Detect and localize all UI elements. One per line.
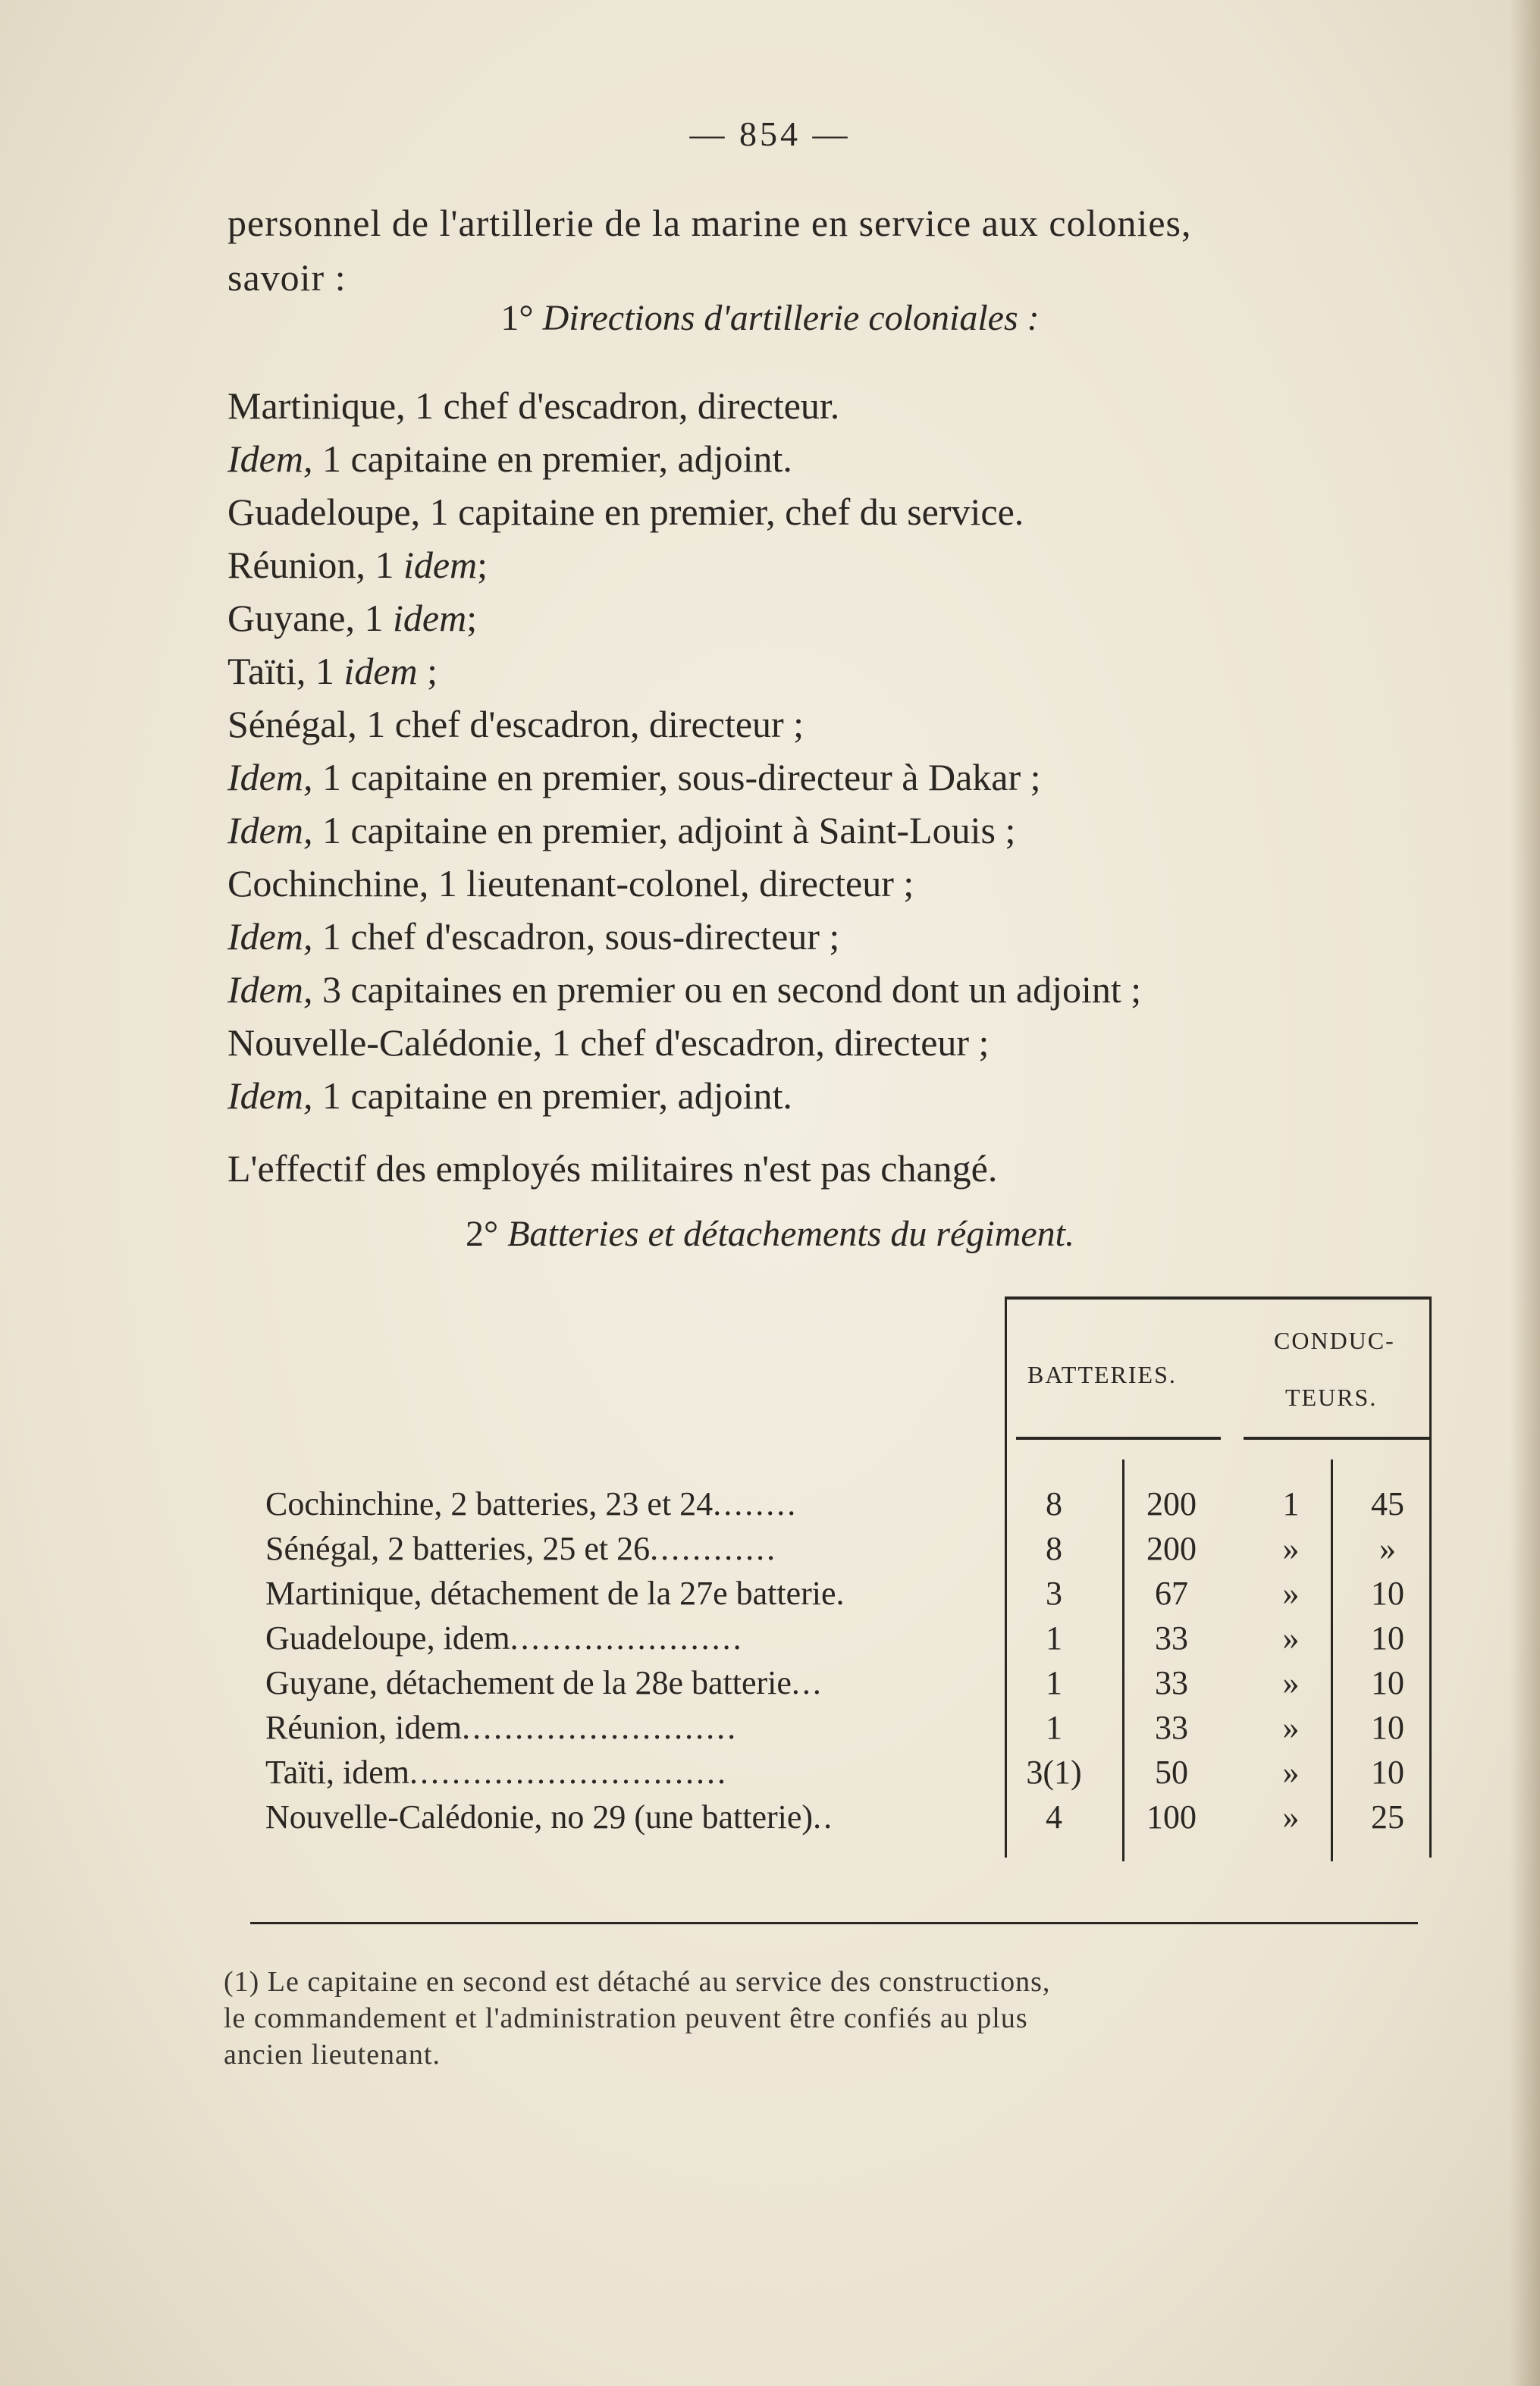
table-row: Taïti, idem.............................. 3(1) 50 » 10 [265, 1754, 1404, 1791]
table-row: Guyane, détachement de la 28e batterie... 1 33 » 10 [265, 1664, 1404, 1701]
table-row: Réunion, idem.......................... 1 33 » 10 [265, 1709, 1404, 1746]
list-item: Idem, 1 capitaine en premier, sous-directeur à Dakar ; [227, 756, 1041, 798]
table-row: Cochinchine, 2 batteries, 23 et 24........ 8 200 1 45 [265, 1485, 1404, 1522]
table-row: Martinique, détachement de la 27e batterie. 3 67 » 10 [265, 1575, 1404, 1612]
table-row: Nouvelle-Calédonie, no 29 (une batterie).. 4 100 » 25 [265, 1798, 1404, 1836]
intro-paragraph [227, 196, 1456, 305]
list-item: Idem, 1 capitaine en premier, adjoint. [227, 437, 792, 480]
list-item: Idem, 1 capitaine en premier, adjoint. [227, 1074, 792, 1117]
table-top-rule [1005, 1296, 1429, 1300]
header-conducteurs-1: CONDUC- [1274, 1327, 1395, 1354]
section-2-title: Batteries et détachements du régiment. [507, 1214, 1074, 1254]
section-2-heading [0, 1213, 1540, 1255]
table-row: Guadeloupe, idem...................... 1 33 » 10 [265, 1619, 1404, 1657]
list-item: Nouvelle-Calédonie, 1 chef d'escadron, directeur ; [227, 1021, 990, 1064]
section-2-number: 2° [466, 1214, 499, 1254]
header-rule-batteries [1016, 1437, 1221, 1440]
list-item: Idem, 3 capitaines en premier ou en second dont un adjoint ; [227, 968, 1142, 1011]
footnote-line-3: ancien lieutenant. [224, 2039, 441, 2071]
section-1-heading [0, 297, 1540, 339]
batteries-table [265, 1289, 1448, 1888]
page-number: — 854 — [689, 114, 851, 153]
list-item: Cochinchine, 1 lieutenant-colonel, directeur ; [227, 862, 914, 905]
list-item: Martinique, 1 chef d'escadron, directeur. [227, 384, 840, 427]
list-item: Taïti, 1 idem ; [227, 650, 438, 692]
footnote [224, 1964, 1452, 2073]
footnote-separator [250, 1922, 1418, 1924]
footnote-line-1: (1) Le capitaine en second est détaché au service des constructions, [224, 1966, 1051, 1998]
list-item: Guadeloupe, 1 capitaine en premier, chef du service. [227, 491, 1024, 533]
intro-line-2: savoir : [227, 256, 347, 299]
section-1-title: Directions d'artillerie coloniales : [542, 298, 1040, 338]
page-edge-shadow [1510, 0, 1540, 2386]
section-1-number: 1° [500, 298, 534, 338]
list-item: Idem, 1 chef d'escadron, sous-directeur ; [227, 915, 840, 958]
header-batteries: BATTERIES. [1027, 1361, 1177, 1388]
list-item: Guyane, 1 idem; [227, 597, 478, 639]
directions-list [227, 379, 1456, 1122]
table-row: Sénégal, 2 batteries, 25 et 26............ 8 200 » » [265, 1530, 1396, 1567]
list-item: Idem, 1 capitaine en premier, adjoint à Saint-Louis ; [227, 809, 1016, 851]
footnote-line-2: le commandement et l'administration peuvent être confiés au plus [224, 2002, 1028, 2034]
intro-line-1: personnel de l'artillerie de la marine en service aux colonies, [227, 202, 1192, 244]
list-item: Réunion, 1 idem; [227, 544, 488, 586]
header-conducteurs-2: TEURS. [1285, 1384, 1378, 1411]
header-rule-conducteurs [1244, 1437, 1429, 1440]
effectif-statement: L'effectif des employés militaires n'est pas changé. [227, 1147, 998, 1190]
list-item: Sénégal, 1 chef d'escadron, directeur ; [227, 703, 805, 745]
